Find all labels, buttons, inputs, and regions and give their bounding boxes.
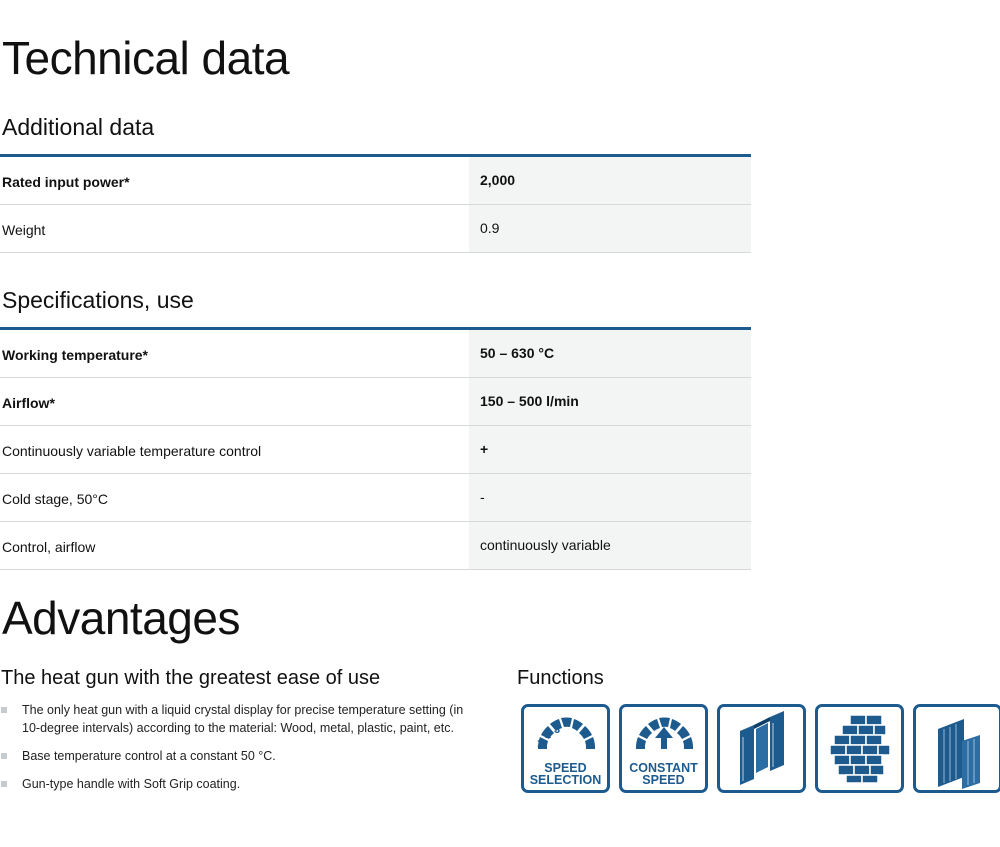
constant-speed-icon (619, 704, 708, 793)
icon-caption: SPEED (544, 761, 587, 775)
additional-data-table (0, 154, 751, 253)
spec-value: 50 – 630 °C (469, 330, 751, 377)
dial-number: 3 (554, 724, 561, 736)
dial-number: 2 (545, 729, 552, 741)
wood-board-icon (913, 704, 1000, 793)
list-item: Base temperature control at a constant 50 °C. (0, 747, 470, 765)
spec-value: 0.9 (469, 205, 751, 252)
table-row (0, 330, 751, 378)
brick-wall-icon (815, 704, 904, 793)
icon-caption: SPEED (642, 773, 685, 787)
dial-number: 1 (537, 738, 544, 750)
spec-label: Airflow* (2, 394, 55, 411)
advantages-subtitle: The heat gun with the greatest ease of use (1, 667, 381, 689)
specifications-table (0, 327, 751, 570)
functions-icons (521, 704, 1000, 793)
speed-selection-icon (521, 704, 610, 793)
metal-profile-icon (717, 704, 806, 793)
functions-heading: Functions (517, 667, 604, 689)
advantages-list (0, 701, 470, 803)
list-item: Gun-type handle with Soft Grip coating. (0, 775, 470, 793)
additional-data-heading: Additional data (2, 114, 155, 140)
table-row (0, 522, 751, 570)
icon-caption: SELECTION (529, 773, 602, 787)
specifications-heading: Specifications, use (2, 287, 194, 313)
spec-value: + (469, 426, 751, 473)
list-item: The only heat gun with a liquid crystal display for precise temperature setting (in 10-degree intervals) according to the material: Wood, metal, plastic, paint, etc. (0, 701, 470, 737)
table-row (0, 474, 751, 522)
brick-wall-graphic (818, 707, 901, 790)
spec-label: Working temperature* (2, 346, 148, 363)
spec-label: Cold stage, 50°C (2, 490, 108, 507)
spec-label: Control, airflow (2, 538, 96, 555)
table-row (0, 378, 751, 426)
table-row (0, 157, 751, 205)
icon-caption: CONSTANT (629, 761, 698, 775)
metal-profile-graphic (720, 707, 803, 790)
table-row (0, 205, 751, 253)
spec-value: 150 – 500 l/min (469, 378, 751, 425)
spec-label: Rated input power* (2, 173, 130, 190)
spec-value: - (469, 474, 751, 521)
spec-value: continuously variable (469, 522, 751, 569)
spec-label: Continuously variable temperature control (2, 442, 262, 459)
table-row (0, 426, 751, 474)
wood-board-graphic (916, 707, 999, 790)
spec-label: Weight (2, 221, 46, 238)
spec-value: 2,000 (469, 157, 751, 204)
technical-data-heading: Technical data (2, 32, 290, 84)
advantages-heading: Advantages (2, 592, 240, 644)
